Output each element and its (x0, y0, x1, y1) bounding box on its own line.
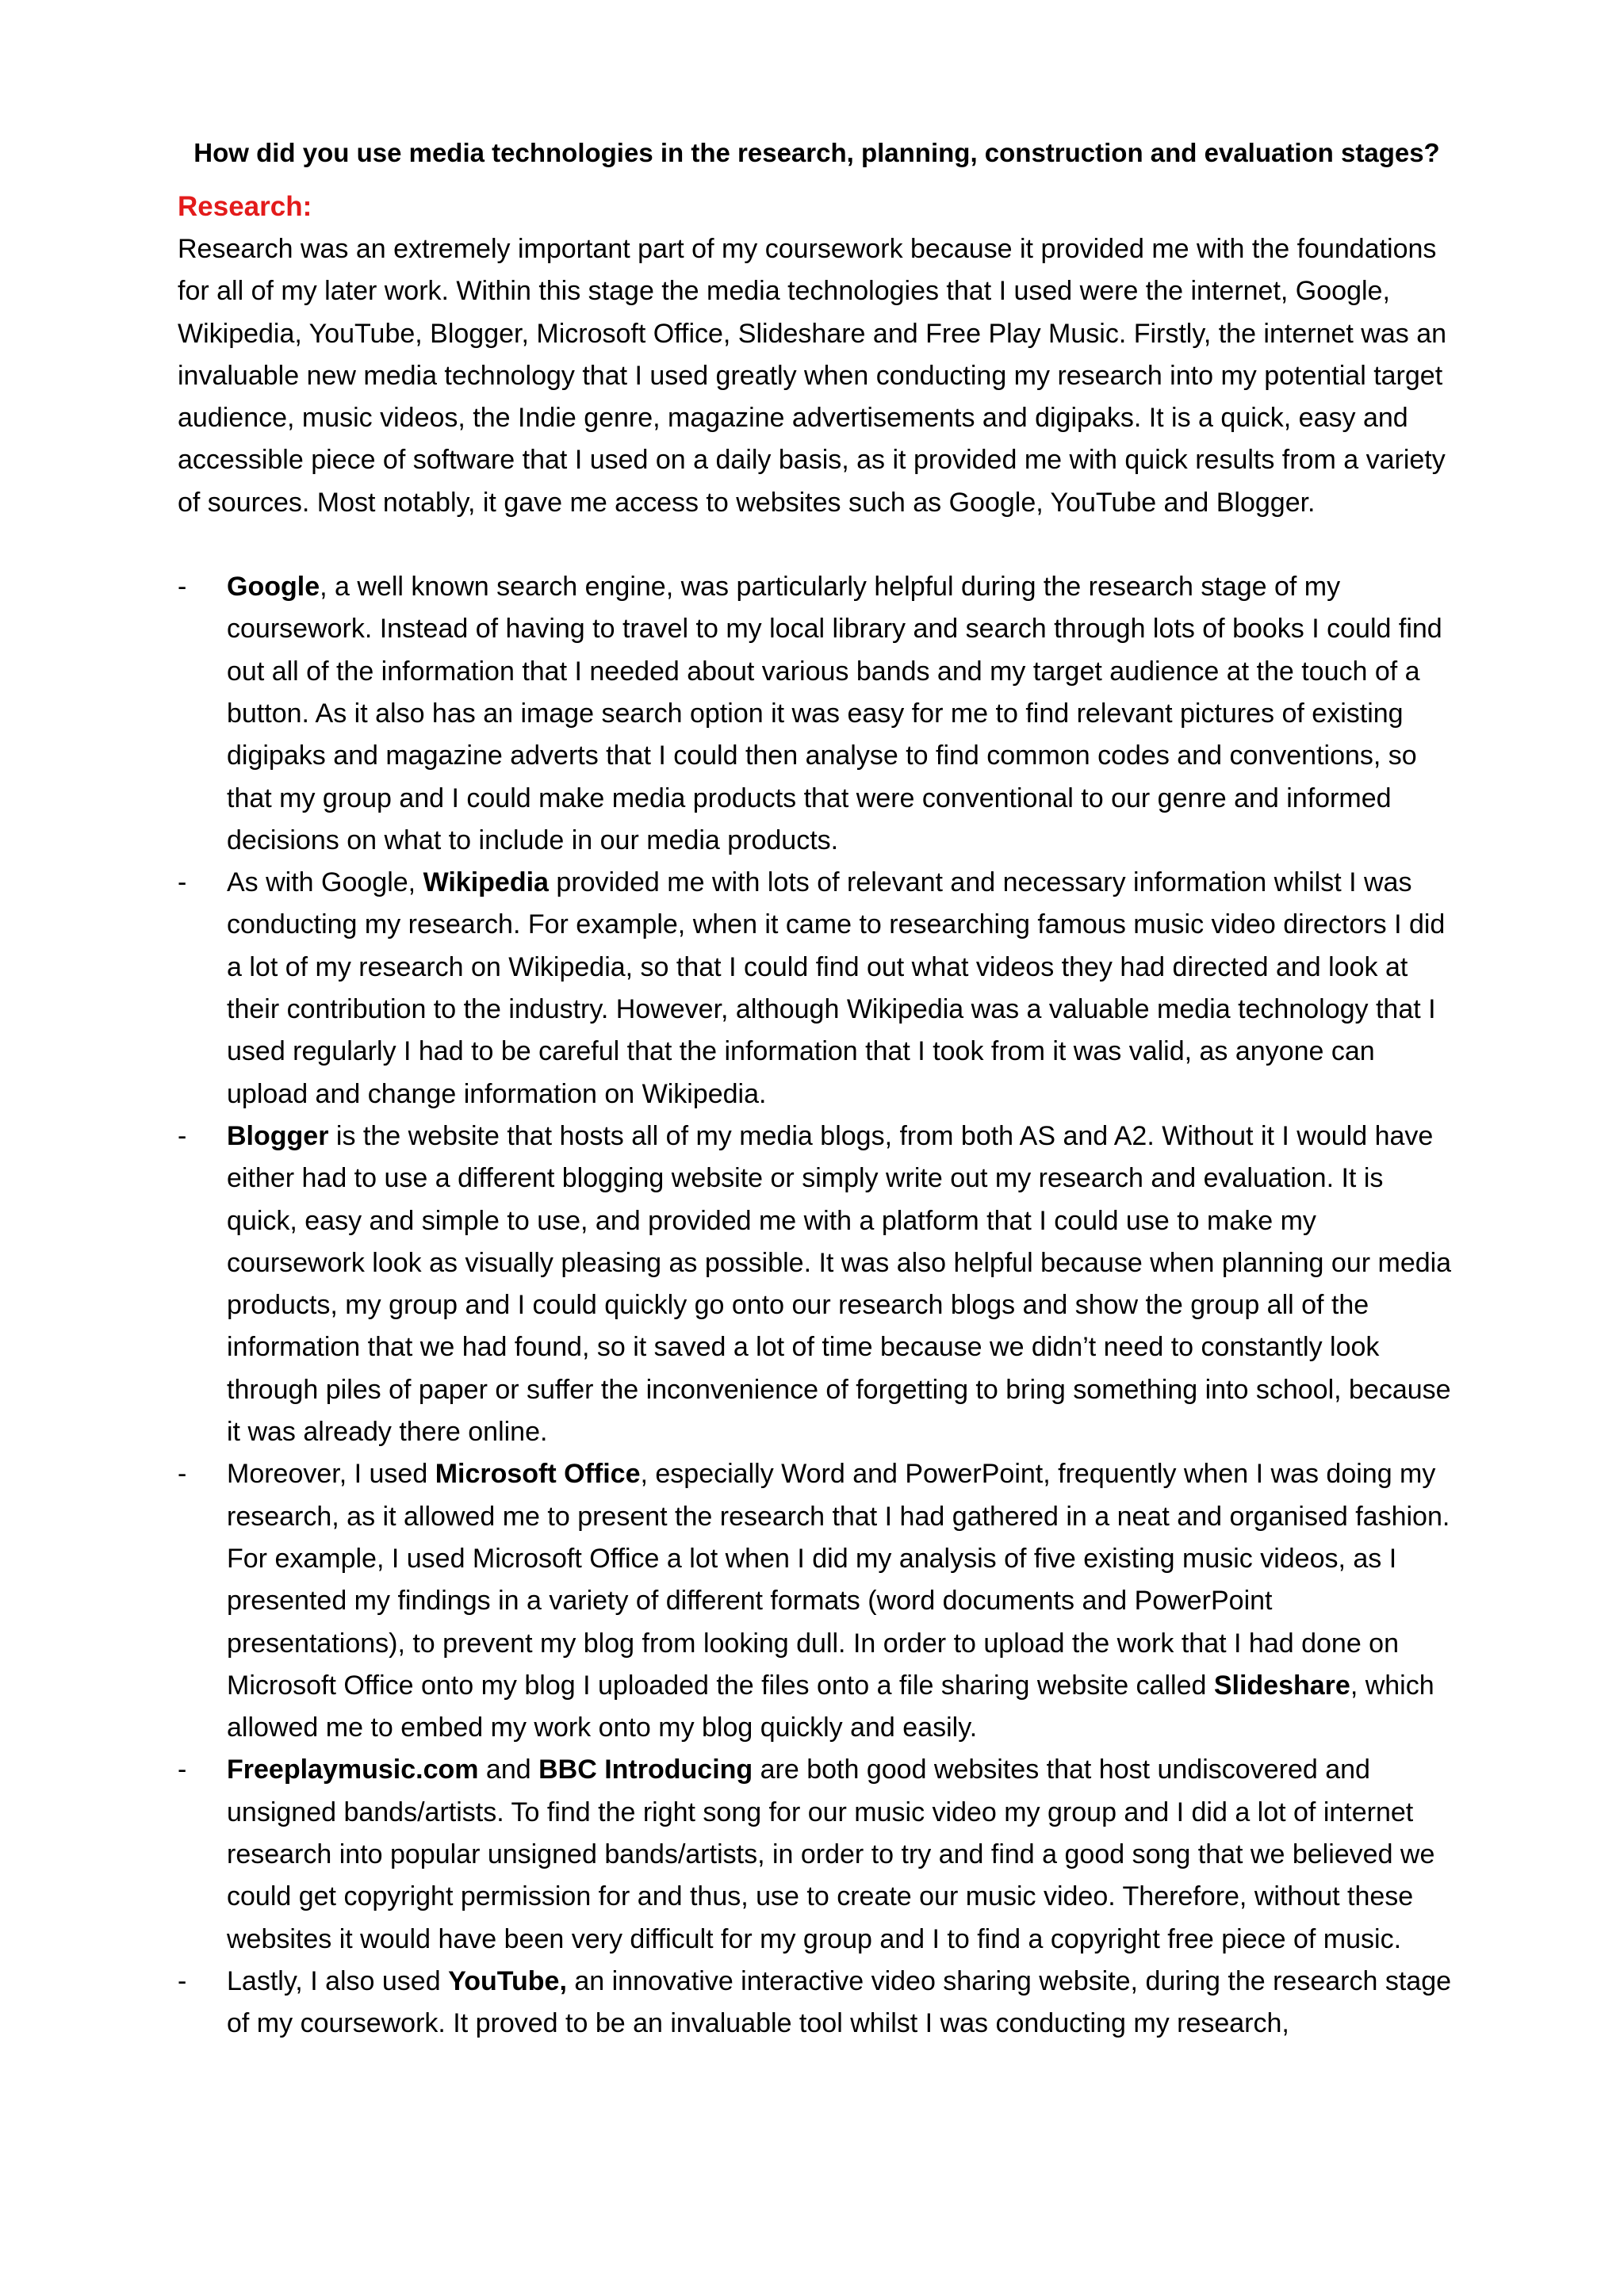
bullet-text: Lastly, I also used (227, 1965, 449, 1996)
document-page (178, 132, 1456, 2045)
bullet-item-wikipedia (178, 862, 1456, 1115)
bold-term: Freeplaymusic.com (227, 1755, 479, 1785)
bullet-text: are both good websites that host undiscovered and unsigned bands/artists. To find the right song for our music video my group and I did a lot of internet research into popular unsigned bands/artists, in order to try and find a good song that we believed we could get copyright permission for and thus, use to create our music video. Therefore, without these websites it would have been very difficult for my group and I to find a copyright free piece of music. (227, 1755, 1435, 1954)
bold-term: YouTube, (448, 1965, 567, 1996)
bold-term: Blogger (227, 1120, 329, 1151)
bullet-text: , which allowed me to embed my work onto my blog quickly and easily. (227, 1670, 1434, 1743)
bullet-dash: - (178, 1965, 187, 1996)
bullet-text: an innovative interactive video sharing website, during the research stage of my coursework. It proved to be an invaluable tool whilst I was conducting my research, (227, 1965, 1452, 2039)
bullet-dash: - (178, 867, 187, 898)
section-heading-research: Research: (178, 191, 312, 222)
bullet-dash: - (178, 1755, 187, 1785)
bold-term: Slideshare (1213, 1670, 1350, 1701)
bold-term: Wikipedia (423, 867, 549, 898)
bullet-dash: - (178, 572, 187, 603)
bullet-text: provided me with lots of relevant and necessary information whilst I was conducting my research. For example, when it came to researching famous music video directors I did a lot of my research on Wikipedia, so that I could find out what videos they had directed and look at their contribution to the industry. However, although Wikipedia was a valuable media technology that I used regularly I had to be careful that the information that I took from it was valid, as anyone can upload and change information on Wikipedia. (227, 867, 1446, 1109)
document-title: How did you use media technologies in the research, planning, construction and evaluation stages? (193, 138, 1440, 167)
bullet-text: , especially Word and PowerPoint, frequently when I was doing my research, as it allowed me to present the research that I had gathered in a neat and organised fashion. For example, I used Microsoft Office a lot when I did my analysis of five existing music videos, as I presented my findings in a variety of different formats (word documents and PowerPoint presentations), to prevent my blog from looking dull. In order to upload the work that I had done on Microsoft Office onto my blog I uploaded the files onto a file sharing website called (227, 1459, 1450, 1701)
bold-term: BBC Introducing (538, 1755, 753, 1785)
bullet-item-blogger (178, 1115, 1456, 1453)
bullet-item-google (178, 566, 1456, 862)
bullet-dash: - (178, 1120, 187, 1151)
bold-term: Google (227, 572, 320, 603)
bullet-dash: - (178, 1459, 187, 1490)
bullet-text: Moreover, I used (227, 1459, 435, 1490)
intro-paragraph: Research was an extremely important part of my coursework because it provided me with the foundations for all of my later work. Within this stage the media technologies that I used were the internet, Google, Wikipedia, YouTube, Blogger, Microsoft Office, Slideshare and Free Play Music. Firstly, the internet was an invaluable new media technology that I used greatly when conducting my research into my potential target audience, music videos, the Indie genre, magazine advertisements and digipaks. It is a quick, easy and accessible piece of software that I used on a daily basis, as it provided me with quick results from a variety of sources. Most notably, it gave me access to websites such as Google, YouTube and Blogger. (178, 234, 1447, 518)
bullet-text: is the website that hosts all of my media blogs, from both AS and A2. Without it I would have either had to use a different blogging website or simply write out my research and evaluation. It is quick, easy and simple to use, and provided me with a platform that I could use to make my coursework look as visually pleasing as possible. It was also helpful because when planning our media products, my group and I could quickly go onto our research blogs and show the group all of the information that we had found, so it saved a lot of time because we didn’t need to constantly look through piles of paper or suffer the inconvenience of forgetting to bring something into school, because it was already there online. (227, 1120, 1452, 1448)
bold-term: Microsoft Office (435, 1459, 641, 1490)
bullet-item-youtube (178, 1961, 1456, 2045)
bullet-text: and (478, 1755, 539, 1785)
bullet-text: , a well known search engine, was particularly helpful during the research stage of my coursework. Instead of having to travel to my local library and search through lots of books I could find out all of the information that I needed about various bands and my target audience at the touch of a button. As it also has an image search option it was easy for me to find relevant pictures of existing digipaks and magazine adverts that I could then analyse to find common codes and conventions, so that my group and I could make media products that were conventional to our genre and informed decisions on what to include in our media products. (227, 572, 1442, 855)
bullet-text: As with Google, (227, 867, 423, 898)
bullet-item-microsoft-office (178, 1453, 1456, 1749)
paragraph-spacer (178, 524, 1456, 566)
bullet-item-freeplaymusic (178, 1749, 1456, 1960)
bullet-list (178, 566, 1456, 2045)
